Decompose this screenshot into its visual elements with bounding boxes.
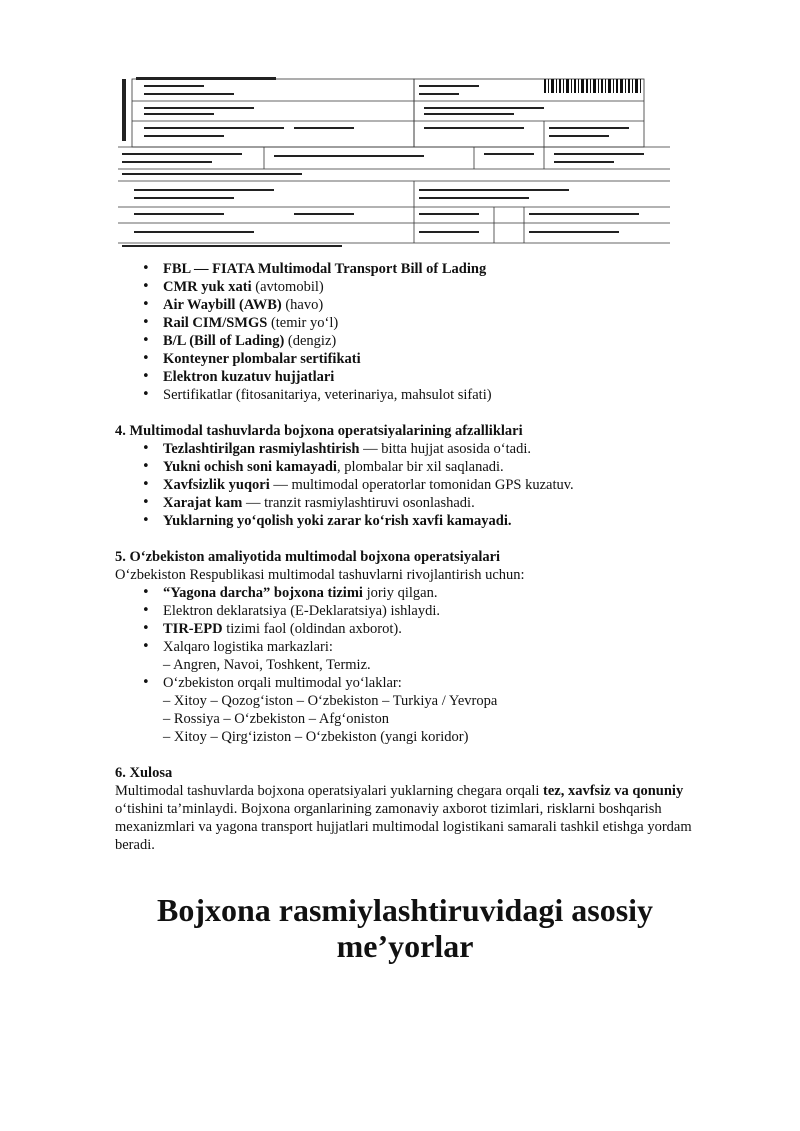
corridor-line: – Xitoy – Qozog‘iston – O‘zbekiston – Turkiya / Yevropa — [163, 693, 498, 709]
list-item: • Tezlashtirilgan rasmiylashtirish — bitta hujjat asosida o‘tadi. — [115, 440, 695, 458]
corridors-list — [115, 674, 695, 692]
list-item: • Yukni ochish soni kamayadi, plombalar bir xil saqlanadi. — [115, 458, 695, 476]
corridor-line: – Rossiya – O‘zbekiston – Afg‘oniston — [163, 711, 389, 727]
logistics-centers-line: – Angren, Navoi, Toshkent, Termiz. — [163, 657, 371, 673]
section-5-heading: 5. O‘zbekiston amaliyotida multimodal bojxona operatsiyalari — [115, 549, 501, 565]
list-item: • Elektron deklaratsiya (E-Deklaratsiya) ishlaydi. — [115, 602, 695, 620]
transport-documents-list — [115, 260, 695, 404]
uzbekistan-practice-list — [115, 584, 695, 656]
list-item: • Rail CIM/SMGS (temir yo‘l) — [115, 314, 695, 332]
list-item: • Sertifikatlar (fitosanitariya, veterinariya, mahsulot sifati) — [115, 386, 695, 404]
page-big-title: Bojxona rasmiylashtiruvidagi asosiy me’yorlar — [156, 892, 654, 964]
list-item: • Yuklarning yo‘qolish yoki zarar ko‘rish xavfi kamayadi. — [115, 512, 695, 530]
list-item: • Xalqaro logistika markazlari: — [115, 638, 695, 656]
customs-form-image — [114, 73, 670, 250]
section-4-heading: 4. Multimodal tashuvlarda bojxona operatsiyalarining afzalliklari — [115, 423, 523, 439]
list-item: • O‘zbekiston orqali multimodal yo‘laklar: — [115, 674, 695, 692]
section-5-intro: O‘zbekiston Respublikasi multimodal tashuvlarni rivojlantirish uchun: — [115, 567, 525, 583]
list-item: • Elektron kuzatuv hujjatlari — [115, 368, 695, 386]
list-item: • Konteyner plombalar sertifikati — [115, 350, 695, 368]
customs-form-drawing — [114, 73, 670, 250]
list-item: • TIR-EPD tizimi faol (oldindan axborot). — [115, 620, 695, 638]
list-item: • FBL — FIATA Multimodal Transport Bill of Lading — [115, 260, 695, 278]
document-body — [115, 260, 695, 854]
list-item: • Air Waybill (AWB) (havo) — [115, 296, 695, 314]
list-item: • Xarajat kam — tranzit rasmiylashtiruvi osonlashadi. — [115, 494, 695, 512]
advantages-list — [115, 440, 695, 530]
conclusion-paragraph: Multimodal tashuvlarda bojxona operatsiyalari yuklarning chegara orqali tez, xavfsiz va qonuniy o‘tishini ta’minlaydi. Bojxona organlarining zamonaviy axborot tizimlari, risklarni boshqarish mexanizmlari va yagona transport hujjatlari multimodal logistikani samarali tashkil etishga yordam beradi. — [115, 783, 692, 853]
list-item: • B/L (Bill of Lading) (dengiz) — [115, 332, 695, 350]
list-item: • “Yagona darcha” bojxona tizimi joriy qilgan. — [115, 584, 695, 602]
section-6-heading: 6. Xulosa — [115, 765, 173, 781]
corridor-line: – Xitoy – Qirg‘iziston – O‘zbekiston (yangi koridor) — [163, 729, 469, 745]
list-item: • CMR yuk xati (avtomobil) — [115, 278, 695, 296]
list-item: • Xavfsizlik yuqori — multimodal operatorlar tomonidan GPS kuzatuv. — [115, 476, 695, 494]
